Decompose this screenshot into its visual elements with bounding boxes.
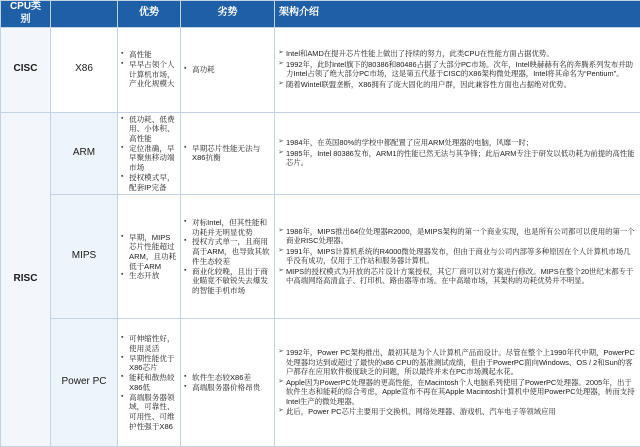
header-row <box>1 1 640 28</box>
intro-item: ➢ MIPS的授权模式为开放的芯片设计方案授权，其它厂商可以对方案进行修改。MIPS在整个20世纪末都专于中高端网络高清盒子、打印机、路由器等市场。在中高端市场，其架构的功耗优势并不明显。 <box>278 267 637 286</box>
advantage-item: ▪ 高性能 <box>121 50 177 60</box>
header-cpu-type: CPU类别 <box>1 1 51 28</box>
advantage-item: ▪ 可伸缩性好，使用灵活 <box>121 334 177 353</box>
table-row-powerpc <box>1 319 640 447</box>
intro-item: ➢ 1992年，Power PC架构推出，最初其是为个人计算机产品而设计。尽管在整个上1990年代中期，PowerPC处理器均达到或超过了最快的x86 CPU的基准测试成绩，但由于PowerPC面向Windows、OS / 2和Sun的客户都存在应用软件极度缺乏的问题，所以最终并未在PC市场溅起水花。 <box>278 348 637 376</box>
advantage-item: ▪ 授权模式早，配套IP完备 <box>121 173 177 192</box>
advantage-item: ▪ 低功耗、低费用、小体积、高性能 <box>121 115 177 144</box>
intro-item: ➢ 随着Wintel联盟垄断，X86拥有了庞大固化的用户群，因此兼容性方面也占据绝对优势。 <box>278 80 637 89</box>
arch-name: X86 <box>51 27 118 112</box>
intro-item: ➢ Apple因为PowerPC处理器的更高性能，在Macintosh个人电脑系列使用了PowerPC处理器。2005年，出于软件生态和能耗的综合考虑，Apple宣布不再在其Apple Macintosh计算机中使用PowerPC处理器，转而支持Intel生产的微处理器。 <box>278 378 637 406</box>
intro-item: ➢ 此后，Power PC芯片主要用于交换机、网络处理器、游戏机、汽车电子等领域应用 <box>278 407 637 416</box>
intro-cell <box>275 195 640 319</box>
advantage-item: ▪ 早期，MIPS芯片性能超过ARM，且功耗低于ARM <box>121 233 177 272</box>
intro-cell <box>275 112 640 195</box>
disadvantages-cell <box>181 319 275 447</box>
disadvantage-item: ▪ 对标Intel，但其性能和功耗并无明显优势 <box>184 218 271 237</box>
header-disadvantages: 劣势 <box>181 1 275 28</box>
disadvantages-cell <box>181 195 275 319</box>
arch-name: ARM <box>51 112 118 195</box>
intro-cell <box>275 319 640 447</box>
advantage-item: ▪ 高端服务器领域，可靠性、可用性、可维护性强于X86 <box>121 393 177 432</box>
disadvantage-item: ▪ 授权方式单一，且商用高于ARM，也导致其软件生态较差 <box>184 237 271 266</box>
advantage-item: ▪ 早期性能优于X86芯片 <box>121 354 177 373</box>
advantage-item: ▪ 定位准确，早早聚焦移动端市场 <box>121 144 177 173</box>
intro-item: ➢ 1984年，在英国80%的学校中都配置了应用ARM处理器的电脑，风靡一时； <box>278 138 637 147</box>
disadvantages-cell <box>181 27 275 112</box>
cpu-type-cisc: CISC <box>1 27 51 112</box>
arch-name: Power PC <box>51 319 118 447</box>
advantages-cell <box>118 27 181 112</box>
header-advantages: 优势 <box>118 1 181 28</box>
table-row-mips <box>1 195 640 319</box>
arch-name: MIPS <box>51 195 118 319</box>
disadvantage-item: ▪ 早期芯片性能无法与X86抗衡 <box>184 144 271 163</box>
table-row-arm <box>1 112 640 195</box>
advantages-cell <box>118 319 181 447</box>
intro-item: ➢ 1986年，MIPS推出64位处理器R2000，是MIPS架构的第一个商业实现，也是所有公司都可以使用的第一个商业RISC处理器。 <box>278 227 637 246</box>
intro-item: ➢ Intel和AMD在提升芯片性能上做出了持续的努力，此类CPU在性能方面占据优势。 <box>278 49 637 58</box>
disadvantages-cell <box>181 112 275 195</box>
disadvantage-item: ▪ 软件生态较X86差 <box>184 373 271 383</box>
advantage-item: ▪ 生态开放 <box>121 271 177 281</box>
advantage-item: ▪ 早早占领个人计算机市场，产业化规模大 <box>121 60 177 89</box>
intro-cell <box>275 27 640 112</box>
disadvantage-item: ▪ 商业化较晚，且出于商业瞄竟不敏锐失去爆发的智能手机市场 <box>184 267 271 296</box>
intro-item: ➢ 1985年，Intel 80386发布，ARM1的性能已然无法与其争锋；此后ARM专注于研发以低功耗为前提的高性能芯片。 <box>278 149 637 168</box>
disadvantage-item: ▪ 高功耗 <box>184 65 271 75</box>
table-row-x86 <box>1 27 640 112</box>
intro-item: ➢ 1991年，MIPS计算机系统的R4000微处理器发布，但由于商业与公司内部等多种原因在个人计算机市场几乎没有成功，仅用于工作站和服务器计算机。 <box>278 247 637 266</box>
advantages-cell <box>118 195 181 319</box>
cpu-type-risc: RISC <box>1 112 51 447</box>
header-intro: 架构介绍 <box>275 1 640 28</box>
advantage-item: ▪ 能耗和散热较X86低 <box>121 373 177 392</box>
advantages-cell <box>118 112 181 195</box>
disadvantage-item: ▪ 高端服务器价格昂贵 <box>184 383 271 393</box>
header-spacer <box>51 1 118 28</box>
intro-item: ➢ 1992年，此时Intel旗下的80386和80486占据了大部分PC市场。次年，Intel映赫赫有名的奔腾系列发布并助力Intel占领了绝大部分PC市场，这是第五代基于CISC的X86架构微处理器，Intel将其命名为“Pentium”。 <box>278 60 637 79</box>
